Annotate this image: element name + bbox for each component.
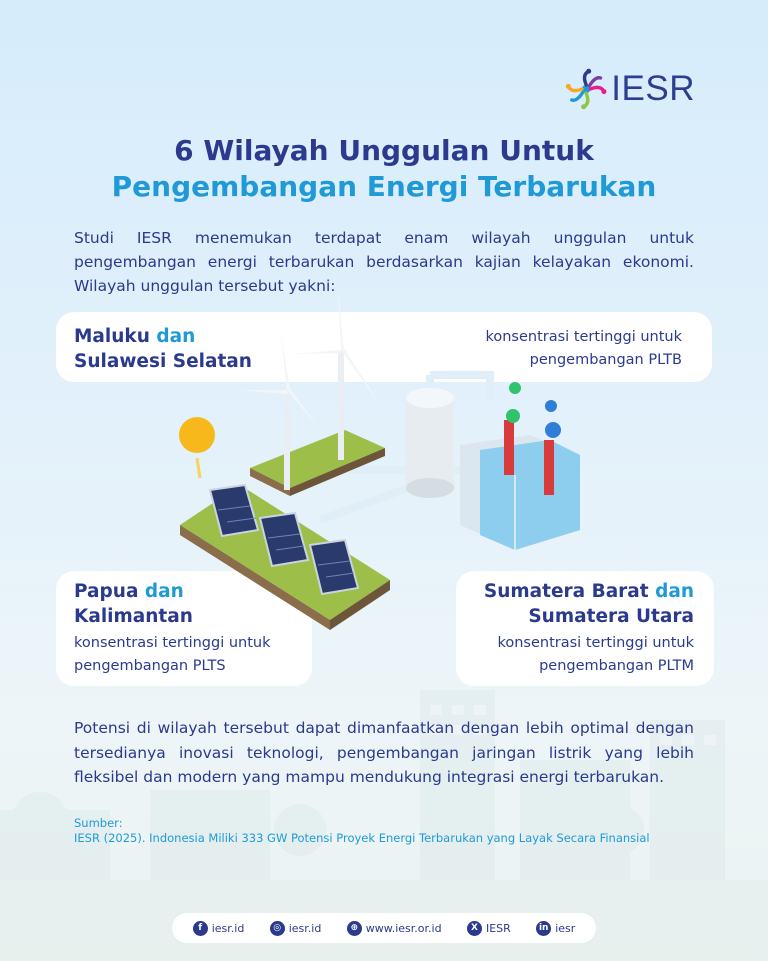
storage-tank — [406, 388, 454, 498]
x-icon: X — [467, 921, 482, 936]
social-instagram[interactable]: ◎ iesr.id — [270, 921, 322, 936]
intro-paragraph: Studi IESR menemukan terdapat enam wilayah unggulan untuk pengembangan energi terbarukan berdasarkan kajian kelayakan ekonomi. Wilayah unggulan tersebut yakni: — [74, 229, 694, 295]
outro-paragraph: Potensi di wilayah tersebut dapat dimanfaatkan dengan lebih optimal dengan tersedianya inovasi teknologi, pengembangan jaringan listrik yang lebih fleksibel dan modern yang mampu mendukung integrasi energi terbarukan. — [74, 719, 694, 786]
source-citation: IESR (2025). Indonesia Miliki 333 GW Potensi Proyek Energi Terbarukan yang Layak Secara Finansial — [74, 831, 650, 845]
wind-platform — [250, 430, 385, 496]
linkedin-icon: in — [536, 921, 551, 936]
social-linkedin[interactable]: in iesr — [536, 921, 575, 936]
source-label: Sumber: — [74, 816, 123, 830]
globe-icon: ⊕ — [347, 921, 362, 936]
social-bar — [172, 913, 596, 943]
social-website[interactable]: ⊕ www.iesr.or.id — [347, 921, 442, 936]
instagram-icon: ◎ — [270, 921, 285, 936]
region-name-sumbar-sumut: Sumatera Barat dan Sumatera Utara — [483, 581, 694, 627]
sun-icon — [179, 417, 215, 478]
region-name-maluku-sulsel: Maluku dan Sulawesi Selatan — [74, 326, 252, 372]
region-desc-maluku-sulsel: konsentrasi tertinggi untuk pengembangan PLTB — [485, 329, 682, 368]
facebook-icon: f — [193, 921, 208, 936]
title-line-1: 6 Wilayah Unggulan Untuk — [174, 134, 594, 167]
region-desc-papua-kalimantan: konsentrasi tertinggi untuk pengembangan PLTS — [74, 635, 271, 674]
social-facebook[interactable]: f iesr.id — [193, 921, 245, 936]
iesr-logo-icon — [565, 64, 607, 114]
region-name-papua-kalimantan: Papua dan Kalimantan — [74, 581, 193, 627]
region-desc-sumbar-sumut: konsentrasi tertinggi untuk pengembangan PLTM — [497, 635, 694, 674]
title-line-2: Pengembangan Energi Terbarukan — [111, 170, 657, 203]
page-title — [0, 133, 768, 205]
iesr-logo — [565, 62, 695, 116]
electrolysis-tank — [460, 382, 580, 550]
brand-name: IESR — [611, 69, 695, 108]
social-x[interactable]: X IESR — [467, 921, 511, 936]
